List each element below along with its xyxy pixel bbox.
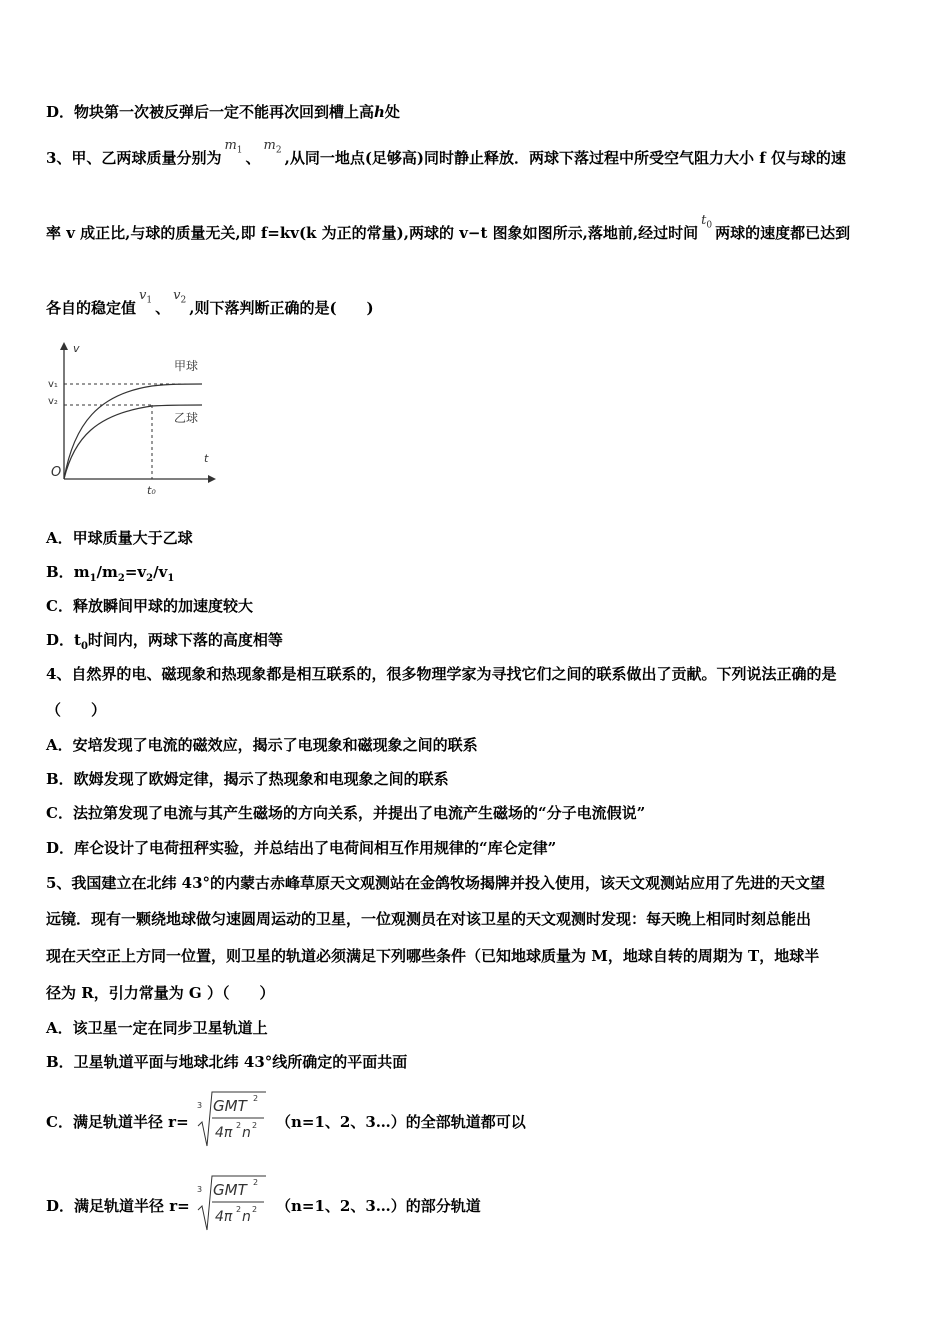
den-exp2-d: 2: [252, 1205, 258, 1214]
den-exp1-c: 2: [236, 1121, 242, 1130]
v-axis-arrow: [60, 342, 68, 350]
q5-option-d: D．满足轨道半径 r=: [46, 1197, 190, 1215]
root-index-d: 3: [197, 1185, 203, 1194]
q3-option-d: D．$t_0$时间内，两球下落的高度相等: [46, 631, 283, 652]
denominator-c: 4π: [215, 1125, 233, 1141]
den-n-c: n: [242, 1125, 251, 1141]
q5-option-c-suffix: （n=1、2、3…）的全部轨道都可以: [276, 1113, 526, 1131]
q5-option-a: A．该卫星一定在同步卫星轨道上: [46, 1019, 268, 1037]
numerator-c: GMT: [213, 1097, 247, 1115]
curve-yi-label: 乙球: [174, 411, 199, 425]
q5-stem-line2: 远镜．现有一颗绕地球做匀速圆周运动的卫星，一位观测员在对该卫星的天文观测时发现：每天晚上相同时刻总能出: [46, 910, 812, 928]
q4-option-b: B．欧姆发现了欧姆定律，揭示了热现象和电现象之间的联系: [46, 770, 449, 788]
q3-option-c: C．释放瞬间甲球的加速度较大: [46, 597, 253, 615]
den-exp1-d: 2: [236, 1205, 242, 1214]
q3-stem-line1: 3、甲、乙两球质量分别为$m_1$ 、$m_2$ ,从同一地点(足够高)同时静止释放．两球下落过程中所受空气阻力大小 f 仅与球的速: [46, 138, 846, 167]
q5-stem-line3: 现在天空正上方同一位置，则卫星的轨道必须满足下列哪些条件（已知地球质量为 M，地球自转的周期为 T，地球半: [46, 947, 820, 965]
v-axis-label: v: [73, 342, 80, 355]
q3-option-b: B．$m_1/m_2=v_2/v_1$: [46, 563, 175, 584]
vt-graph: [44, 338, 224, 498]
q4-option-c: C．法拉第发现了电流与其产生磁场的方向关系，并提出了电流产生磁场的“分子电流假说”: [46, 804, 646, 822]
m2-symbol: $m_2$: [263, 138, 282, 156]
formula-c: [196, 1088, 268, 1150]
den-n-d: n: [242, 1209, 251, 1225]
q3-option-a: A．甲球质量大于乙球: [46, 529, 193, 547]
q5-stem-line4: 径为 R，引力常量为 G ）（ ）: [46, 984, 275, 1002]
t-axis-arrow: [208, 475, 216, 483]
numerator-d: GMT: [213, 1181, 247, 1199]
q4-stem-line2: （ ）: [46, 701, 107, 719]
q5-stem-line1: 5、我国建立在北纬 43°的内蒙古赤峰草原天文观测站在金鸽牧场揭牌并投入使用，该天文观测站应用了先进的天文望: [46, 874, 826, 892]
root-index-c: 3: [197, 1101, 203, 1110]
curve-jia-label: 甲球: [174, 359, 199, 373]
m1-symbol: $m_1$: [224, 138, 243, 156]
q5-option-b: B．卫星轨道平面与地球北纬 43°线所确定的平面共面: [46, 1053, 408, 1071]
q4-option-a: A．安培发现了电流的磁效应，揭示了电现象和磁现象之间的联系: [46, 736, 478, 754]
t-axis-label: t: [204, 452, 209, 465]
curve-jia: [64, 384, 202, 479]
q4-stem-line1: 4、自然界的电、磁现象和热现象都是相互联系的，很多物理学家为寻找它们之间的联系做出了贡献。下列说法正确的是: [46, 665, 837, 683]
denominator-d: 4π: [215, 1209, 233, 1225]
q5-option-c: C．满足轨道半径 r=: [46, 1113, 189, 1131]
v1-symbol: $v_1$: [139, 288, 153, 306]
origin-label: O: [51, 465, 62, 480]
den-exp2-c: 2: [252, 1121, 258, 1130]
v2-symbol: $v_2$: [173, 288, 187, 306]
t0-symbol: $t_0$: [701, 213, 713, 231]
formula-d: [196, 1172, 268, 1234]
q4-option-d: D．库仑设计了电荷扭秤实验，并总结出了电荷间相互作用规律的“库仑定律”: [46, 839, 557, 857]
t0-tick-label: t₀: [147, 484, 156, 497]
q3-stem-line3: 各自的稳定值$v_1$ 、$v_2$ ,则下落判断正确的是( ): [46, 288, 374, 317]
v1-tick-label: v₁: [48, 379, 58, 390]
q3-stem-line2: 率 v 成正比,与球的质量无关,即 f=kv(k 为正的常量),两球的 v−t 图象如图所示,落地前,经过时间$t_0$ 两球的速度都已达到: [46, 213, 851, 242]
prev-option-d: D．物块第一次被反弹后一定不能再次回到槽上高h处: [46, 103, 400, 121]
num-exp-d: 2: [253, 1178, 259, 1187]
q5-option-d-suffix: （n=1、2、3…）的部分轨道: [276, 1197, 481, 1215]
num-exp-c: 2: [253, 1094, 259, 1103]
v2-tick-label: v₂: [48, 396, 58, 407]
